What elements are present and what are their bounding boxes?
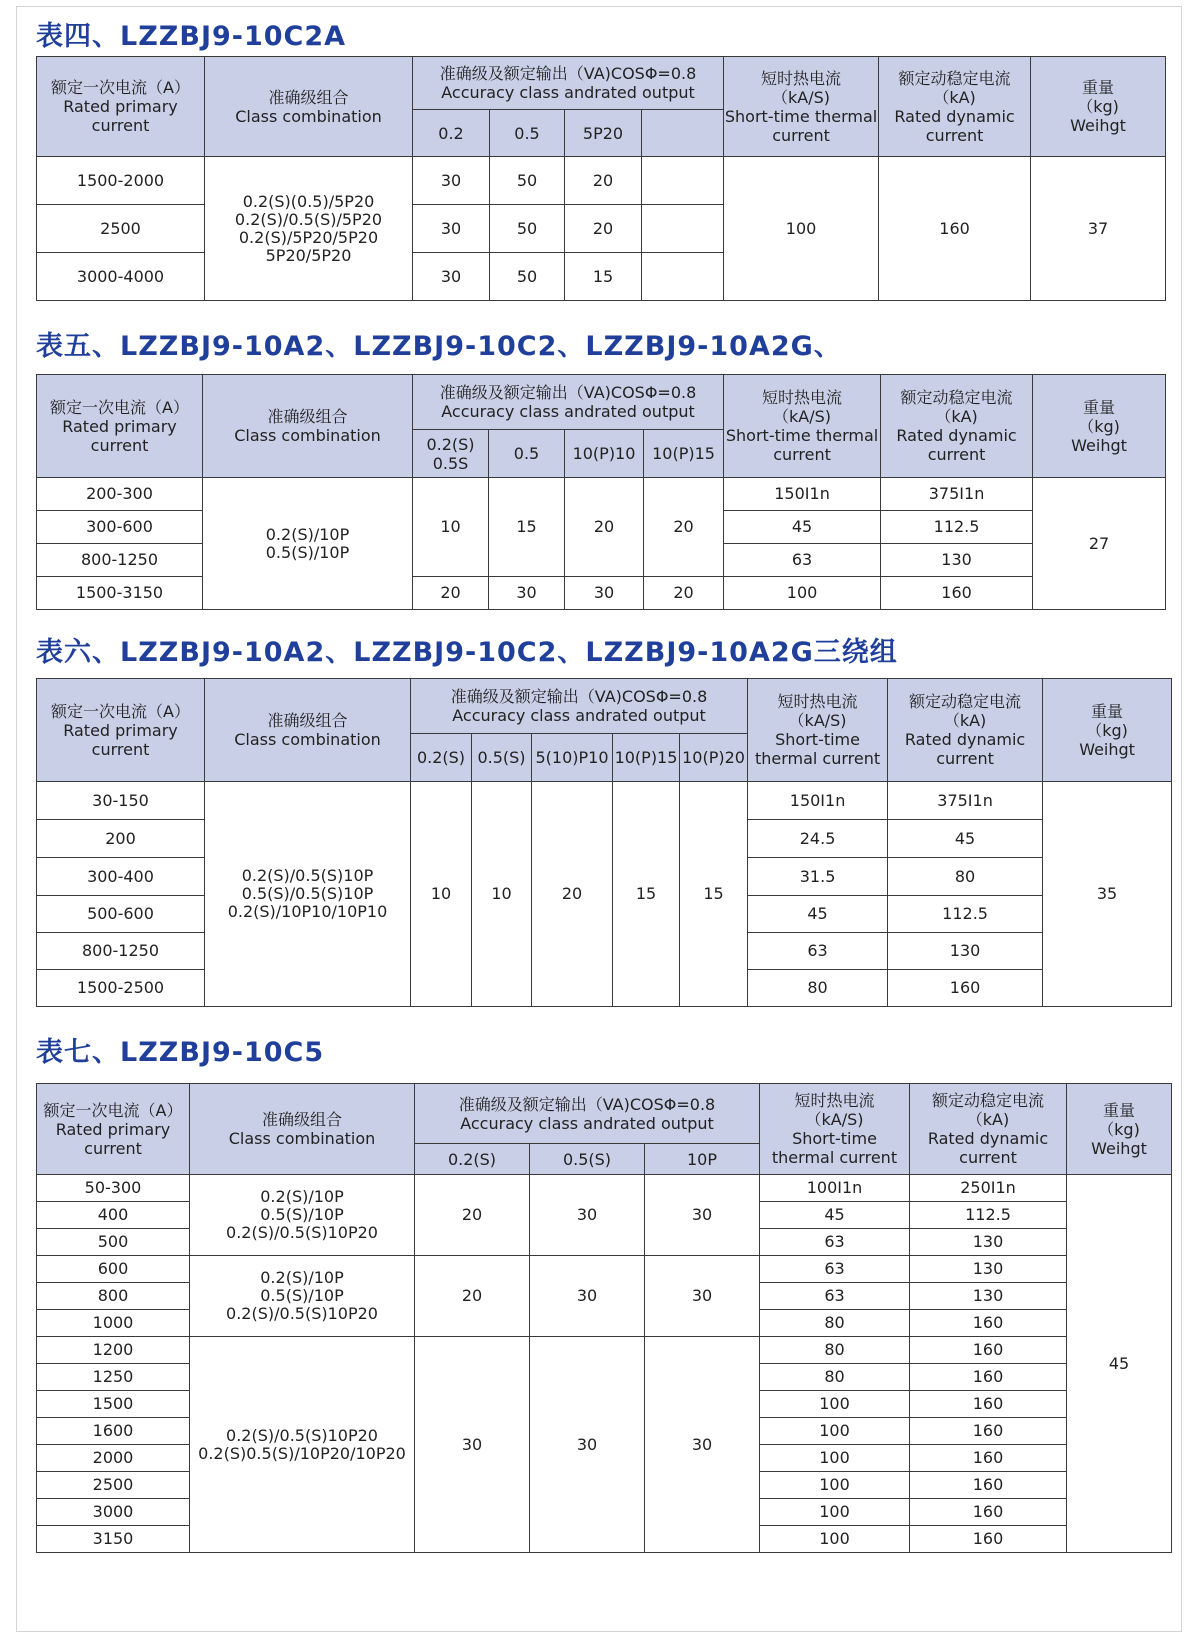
cell-current: 500-600 xyxy=(37,896,205,933)
cell-value: 30 xyxy=(413,253,490,301)
cell-value: 15 xyxy=(565,253,642,301)
table5 xyxy=(36,374,1166,610)
cell-value: 20 xyxy=(644,478,724,577)
cell-dynamic: 80 xyxy=(888,858,1043,896)
header-weight: 重量 （kg) Weihgt xyxy=(1033,375,1166,478)
cell-combo: 0.2(S)(0.5)/5P20 0.2(S)/0.5(S)/5P20 0.2(S)/5P20/5P20 5P20/5P20 xyxy=(205,157,413,301)
cell-thermal: 80 xyxy=(760,1310,910,1337)
cell-current: 1500 xyxy=(37,1391,190,1418)
cell-dynamic: 375Ⅰ1n xyxy=(888,782,1043,820)
cell-dynamic: 160 xyxy=(910,1391,1067,1418)
header-dynamic: 额定动稳定电流 （kA) Rated dynamic current xyxy=(888,679,1043,782)
cell-dynamic: 160 xyxy=(910,1337,1067,1364)
cell-dynamic: 130 xyxy=(910,1283,1067,1310)
header-accuracy: 准确级及额定输出（VA)COSΦ=0.8 Accuracy class andrated output xyxy=(413,375,724,430)
subheader-class: 0.2(S) xyxy=(411,734,472,782)
cell-dynamic: 130 xyxy=(881,544,1033,577)
header-thermal: 短时热电流 （kA/S) Short-time thermal current xyxy=(724,57,879,157)
cell-value: 50 xyxy=(490,253,565,301)
header-accuracy: 准确级及额定输出（VA)COSΦ=0.8 Accuracy class andrated output xyxy=(415,1084,760,1144)
cell-current: 3000-4000 xyxy=(37,253,205,301)
cell-thermal: 24.5 xyxy=(748,820,888,858)
cell-thermal: 63 xyxy=(748,933,888,970)
cell-value: 50 xyxy=(490,205,565,253)
header-weight: 重量 （kg) Weihgt xyxy=(1031,57,1166,157)
cell-current: 400 xyxy=(37,1202,190,1229)
cell-current: 1500-2500 xyxy=(37,970,205,1007)
cell-value: 20 xyxy=(565,157,642,205)
cell-thermal: 80 xyxy=(760,1337,910,1364)
header-current: 额定一次电流（A） Rated primary current xyxy=(37,679,205,782)
cell-current: 800-1250 xyxy=(37,544,203,577)
table7-title: 表七、LZZBJ9-10C5 xyxy=(36,1037,325,1068)
cell-value: 20 xyxy=(415,1256,530,1337)
cell-current: 2500 xyxy=(37,205,205,253)
cell-dynamic: 160 xyxy=(881,577,1033,610)
cell-value: 30 xyxy=(565,577,644,610)
cell-current: 3000 xyxy=(37,1499,190,1526)
cell-current: 1500-3150 xyxy=(37,577,203,610)
header-combo: 准确级组合 Class combination xyxy=(203,375,413,478)
cell-value: 15 xyxy=(613,782,680,1007)
subheader-class xyxy=(642,110,724,157)
subheader-class: 0.2(S) xyxy=(415,1144,530,1175)
cell-value: 10 xyxy=(472,782,532,1007)
header-current: 额定一次电流（A） Rated primary current xyxy=(37,375,203,478)
cell-value: 10 xyxy=(411,782,472,1007)
cell-value: 30 xyxy=(530,1256,645,1337)
cell-dynamic: 112.5 xyxy=(910,1202,1067,1229)
cell-thermal: 31.5 xyxy=(748,858,888,896)
cell-dynamic: 160 xyxy=(910,1472,1067,1499)
table6-title: 表六、LZZBJ9-10A2、LZZBJ9-10C2、LZZBJ9-10A2G三绕组 xyxy=(36,637,898,668)
cell-current: 3150 xyxy=(37,1526,190,1553)
cell-current: 300-600 xyxy=(37,511,203,544)
cell-combo: 0.2(S)/0.5(S)10P20 0.2(S)0.5(S)/10P20/10P20 xyxy=(190,1337,415,1553)
cell-current: 800-1250 xyxy=(37,933,205,970)
cell-current: 800 xyxy=(37,1283,190,1310)
cell-value: 30 xyxy=(413,205,490,253)
subheader-class: 10(P)10 xyxy=(565,430,644,478)
table6 xyxy=(36,678,1172,1007)
cell-combo: 0.2(S)/10P 0.5(S)/10P 0.2(S)/0.5(S)10P20 xyxy=(190,1175,415,1256)
cell-thermal: 45 xyxy=(748,896,888,933)
cell-current: 30-150 xyxy=(37,782,205,820)
cell-value: 50 xyxy=(490,157,565,205)
header-dynamic: 额定动稳定电流 （kA) Rated dynamic current xyxy=(910,1084,1067,1175)
cell-thermal: 100Ⅰ1n xyxy=(760,1175,910,1202)
cell-value: 30 xyxy=(530,1175,645,1256)
cell-current: 300-400 xyxy=(37,858,205,896)
header-combo: 准确级组合 Class combination xyxy=(205,679,411,782)
cell-dynamic: 112.5 xyxy=(888,896,1043,933)
cell-thermal: 100 xyxy=(760,1418,910,1445)
cell-value: 20 xyxy=(644,577,724,610)
cell-thermal: 63 xyxy=(724,544,881,577)
cell-current: 1500-2000 xyxy=(37,157,205,205)
cell-thermal: 100 xyxy=(724,577,881,610)
subheader-class: 5P20 xyxy=(565,110,642,157)
cell-combo: 0.2(S)/0.5(S)10P 0.5(S)/0.5(S)10P 0.2(S)/10P10/10P10 xyxy=(205,782,411,1007)
cell-value: 30 xyxy=(645,1256,760,1337)
cell-weight: 45 xyxy=(1067,1175,1172,1553)
header-current: 额定一次电流（A） Rated primary current xyxy=(37,57,205,157)
cell-current: 50-300 xyxy=(37,1175,190,1202)
header-combo: 准确级组合 Class combination xyxy=(205,57,413,157)
subheader-class: 5(10)P10 xyxy=(532,734,613,782)
subheader-class: 0.5 xyxy=(490,110,565,157)
cell-combo: 0.2(S)/10P 0.5(S)/10P 0.2(S)/0.5(S)10P20 xyxy=(190,1256,415,1337)
header-thermal: 短时热电流 （kA/S) Short-time thermal current xyxy=(724,375,881,478)
cell-value: 15 xyxy=(680,782,748,1007)
cell-value: 20 xyxy=(565,478,644,577)
cell-current: 1600 xyxy=(37,1418,190,1445)
subheader-class: 0.5(S) xyxy=(530,1144,645,1175)
cell-dynamic: 160 xyxy=(910,1526,1067,1553)
cell-dynamic: 130 xyxy=(910,1229,1067,1256)
cell-thermal: 150Ⅰ1n xyxy=(748,782,888,820)
header-accuracy: 准确级及额定输出（VA)COSΦ=0.8 Accuracy class andrated output xyxy=(413,57,724,110)
cell-value: 20 xyxy=(413,577,489,610)
cell-thermal: 45 xyxy=(760,1202,910,1229)
cell-weight: 37 xyxy=(1031,157,1166,301)
cell-dynamic: 160 xyxy=(910,1499,1067,1526)
subheader-class: 10(P)15 xyxy=(644,430,724,478)
cell-thermal: 100 xyxy=(760,1391,910,1418)
header-weight: 重量 （kg) Weihgt xyxy=(1067,1084,1172,1175)
cell-thermal: 80 xyxy=(748,970,888,1007)
cell-dynamic: 45 xyxy=(888,820,1043,858)
cell-value xyxy=(642,205,724,253)
table7 xyxy=(36,1083,1172,1553)
header-thermal: 短时热电流 （kA/S) Short-time thermal current xyxy=(760,1084,910,1175)
cell-weight: 35 xyxy=(1043,782,1172,1007)
subheader-class: 10(P)15 xyxy=(613,734,680,782)
cell-weight: 27 xyxy=(1033,478,1166,610)
cell-dynamic: 375Ⅰ1n xyxy=(881,478,1033,511)
header-dynamic: 额定动稳定电流 （kA) Rated dynamic current xyxy=(879,57,1031,157)
cell-current: 1250 xyxy=(37,1364,190,1391)
header-thermal: 短时热电流 （kA/S) Short-time thermal current xyxy=(748,679,888,782)
cell-current: 2000 xyxy=(37,1445,190,1472)
cell-dynamic: 160 xyxy=(888,970,1043,1007)
cell-current: 500 xyxy=(37,1229,190,1256)
cell-value xyxy=(642,253,724,301)
cell-current: 1200 xyxy=(37,1337,190,1364)
subheader-class: 10P xyxy=(645,1144,760,1175)
cell-value: 30 xyxy=(645,1337,760,1553)
header-dynamic: 额定动稳定电流 （kA) Rated dynamic current xyxy=(881,375,1033,478)
header-current: 额定一次电流（A） Rated primary current xyxy=(37,1084,190,1175)
cell-dynamic: 160 xyxy=(910,1310,1067,1337)
subheader-class: 0.5(S) xyxy=(472,734,532,782)
cell-current: 200 xyxy=(37,820,205,858)
table4 xyxy=(36,56,1166,301)
cell-dynamic: 112.5 xyxy=(881,511,1033,544)
cell-thermal: 63 xyxy=(760,1283,910,1310)
cell-value: 30 xyxy=(530,1337,645,1553)
cell-thermal: 100 xyxy=(760,1472,910,1499)
cell-value: 20 xyxy=(415,1175,530,1256)
subheader-class: 0.2 xyxy=(413,110,490,157)
cell-value xyxy=(642,157,724,205)
cell-combo: 0.2(S)/10P 0.5(S)/10P xyxy=(203,478,413,610)
cell-dynamic: 160 xyxy=(910,1445,1067,1472)
cell-value: 30 xyxy=(489,577,565,610)
cell-dynamic: 160 xyxy=(910,1418,1067,1445)
cell-current: 1000 xyxy=(37,1310,190,1337)
header-accuracy: 准确级及额定输出（VA)COSΦ=0.8 Accuracy class andrated output xyxy=(411,679,748,734)
table4-title: 表四、LZZBJ9-10C2A xyxy=(36,21,347,52)
cell-thermal: 100 xyxy=(724,157,879,301)
cell-thermal: 45 xyxy=(724,511,881,544)
cell-dynamic: 160 xyxy=(879,157,1031,301)
cell-dynamic: 160 xyxy=(910,1364,1067,1391)
cell-current: 200-300 xyxy=(37,478,203,511)
cell-thermal: 63 xyxy=(760,1256,910,1283)
cell-value: 10 xyxy=(413,478,489,577)
cell-dynamic: 130 xyxy=(910,1256,1067,1283)
cell-thermal: 63 xyxy=(760,1229,910,1256)
cell-thermal: 80 xyxy=(760,1364,910,1391)
cell-current: 2500 xyxy=(37,1472,190,1499)
header-weight: 重量 （kg) Weihgt xyxy=(1043,679,1172,782)
cell-value: 15 xyxy=(489,478,565,577)
header-combo: 准确级组合 Class combination xyxy=(190,1084,415,1175)
table5-title: 表五、LZZBJ9-10A2、LZZBJ9-10C2、LZZBJ9-10A2G、 xyxy=(36,331,842,362)
cell-value: 30 xyxy=(645,1175,760,1256)
cell-dynamic: 250Ⅰ1n xyxy=(910,1175,1067,1202)
cell-thermal: 100 xyxy=(760,1445,910,1472)
cell-value: 30 xyxy=(415,1337,530,1553)
subheader-class: 0.2(S) 0.5S xyxy=(413,430,489,478)
cell-thermal: 100 xyxy=(760,1526,910,1553)
subheader-class: 0.5 xyxy=(489,430,565,478)
cell-thermal: 100 xyxy=(760,1499,910,1526)
cell-value: 20 xyxy=(565,205,642,253)
cell-thermal: 150Ⅰ1n xyxy=(724,478,881,511)
cell-value: 20 xyxy=(532,782,613,1007)
cell-value: 30 xyxy=(413,157,490,205)
subheader-class: 10(P)20 xyxy=(680,734,748,782)
cell-dynamic: 130 xyxy=(888,933,1043,970)
cell-current: 600 xyxy=(37,1256,190,1283)
